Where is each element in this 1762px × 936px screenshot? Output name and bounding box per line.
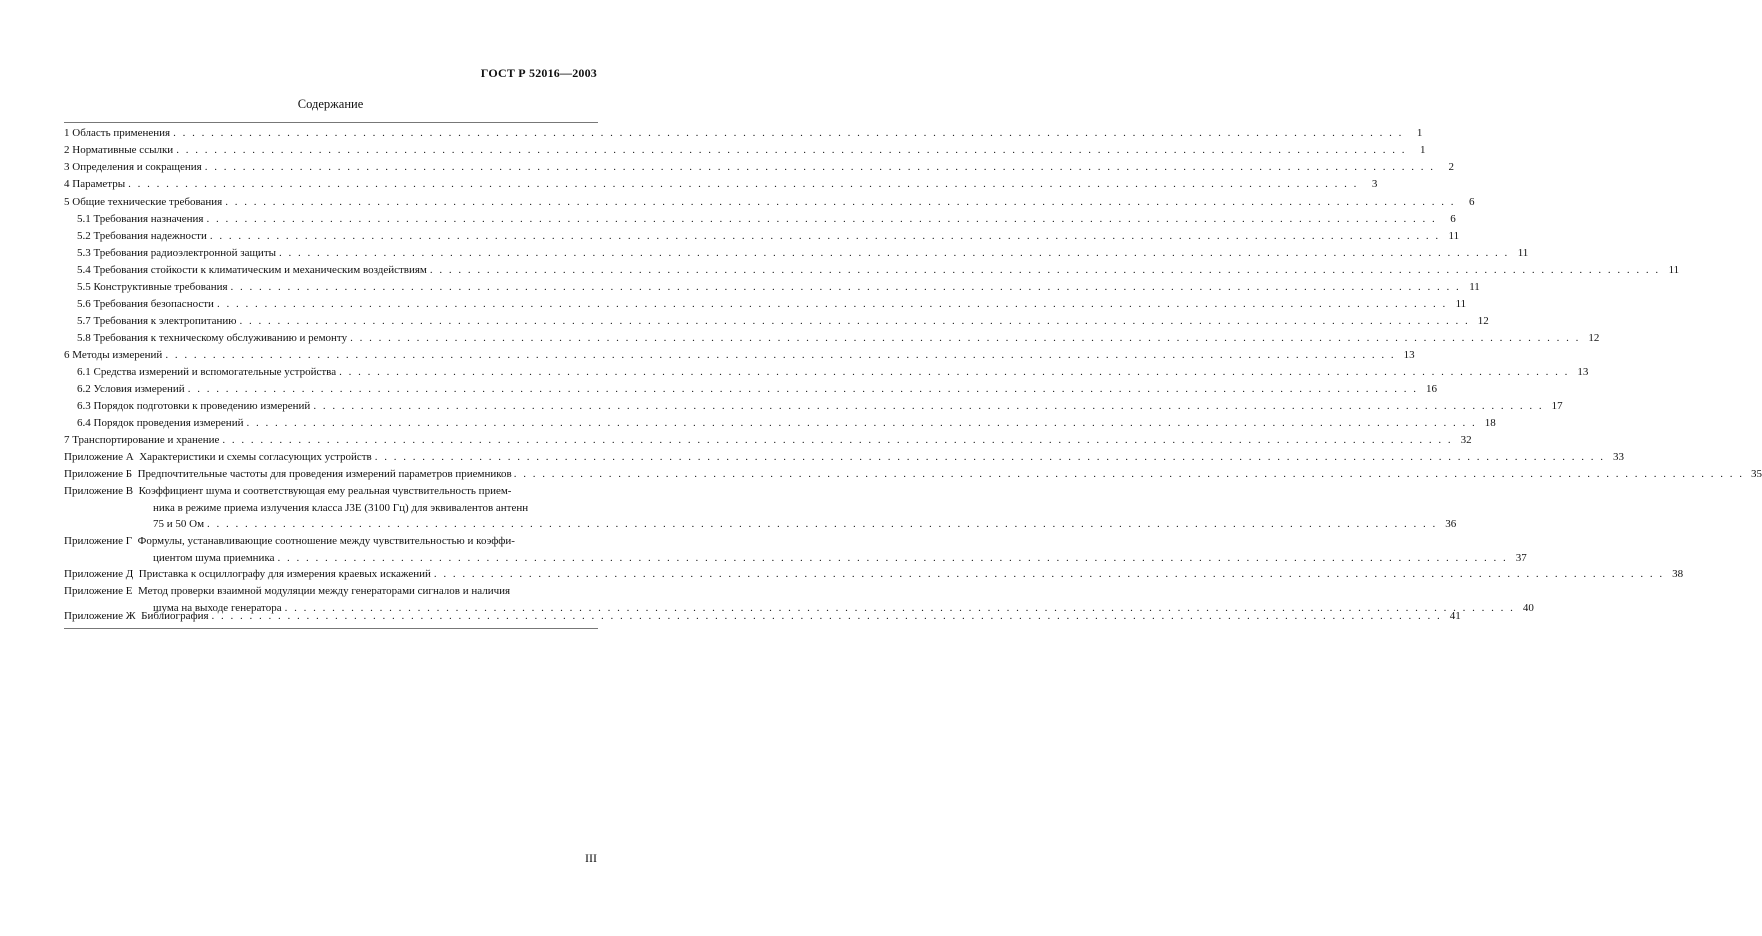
toc-entry-page: 1 <box>1419 144 1426 156</box>
leader-dots <box>173 125 1403 142</box>
toc-entry-page: 33 <box>1612 451 1624 463</box>
toc-entry-page: 37 <box>1515 551 1527 564</box>
toc-entry-page: 11 <box>1448 230 1460 242</box>
toc-subentry[interactable] <box>64 381 1437 398</box>
toc-entry-page: 2 <box>1448 161 1454 173</box>
toc-entry-title: Требования безопасности <box>93 298 214 310</box>
toc-entry-number: 6.2 <box>77 383 91 395</box>
toc-entry-title: Требования к техническому обслуживанию и ремонту <box>93 332 348 344</box>
leader-dots <box>279 245 1509 262</box>
toc-entry-page: 6 <box>1468 196 1475 208</box>
toc-title: Содержание <box>297 97 364 111</box>
toc-subentry[interactable] <box>64 398 1563 415</box>
toc-entry-number: 5.1 <box>77 213 91 225</box>
toc-entry-page: 16 <box>1425 383 1437 395</box>
toc-subentry[interactable] <box>64 415 1496 432</box>
leader-dots <box>212 608 1442 625</box>
toc-subentry[interactable] <box>64 296 1467 313</box>
toc-entry[interactable] <box>64 194 1475 211</box>
appendix-label: Приложение А <box>64 451 134 463</box>
toc-subentry[interactable] <box>64 364 1589 381</box>
leader-dots <box>205 159 1435 176</box>
toc-entry-title: Требования надежности <box>93 230 207 242</box>
toc-entry-page: 6 <box>1450 213 1456 225</box>
toc-entry-number: 2 <box>64 144 70 156</box>
toc-entry-title-line: шума на выходе генератора <box>153 601 282 614</box>
leader-dots <box>514 466 1744 483</box>
toc-entry-number: 5.7 <box>77 315 91 327</box>
toc-entry[interactable] <box>64 142 1426 159</box>
leader-dots <box>278 550 1508 567</box>
toc-entry-title: Требования радиоэлектронной защиты <box>93 247 277 259</box>
toc-entry-page: 13 <box>1577 366 1589 378</box>
toc-entry-title: Определения и сокращения <box>72 161 202 173</box>
leader-dots <box>207 516 1437 533</box>
toc-appendix[interactable] <box>64 566 1684 583</box>
toc-entry-number: 5.3 <box>77 247 91 259</box>
toc-entry-title: Область применения <box>72 127 171 139</box>
leader-dots <box>222 432 1452 449</box>
toc-entry-page: 11 <box>1517 247 1529 259</box>
toc-entry-number: 5.2 <box>77 230 91 242</box>
appendix-label: Приложение Б <box>64 468 133 480</box>
toc-entry-page: 12 <box>1477 315 1489 327</box>
toc-entry-title: Параметры <box>72 178 126 190</box>
toc-entry[interactable] <box>64 125 1423 142</box>
leader-dots <box>165 347 1395 364</box>
toc-entry-page: 12 <box>1588 332 1600 344</box>
toc-entry-title: Транспортирование и хранение <box>72 434 220 446</box>
leader-dots <box>217 296 1447 313</box>
toc-entry-number: 5.8 <box>77 332 91 344</box>
toc-entry-number: 6.1 <box>77 366 91 378</box>
toc-entry-title: Требования к электропитанию <box>93 315 237 327</box>
toc-appendix[interactable] <box>64 466 1762 483</box>
toc-entry-number: 6 <box>64 349 70 361</box>
toc-entry-title-line: 75 и 50 Ом <box>153 518 205 531</box>
appendix-label: Приложение Г <box>64 535 133 547</box>
leader-dots <box>339 364 1569 381</box>
leader-dots <box>313 398 1543 415</box>
leader-dots <box>176 142 1406 159</box>
leader-dots <box>188 381 1418 398</box>
toc-entry-title: Требования стойкости к климатическим и механическим воздействиям <box>93 264 427 276</box>
toc-entry-title: Средства измерений и вспомогательные устройства <box>93 366 337 378</box>
toc-subentry[interactable] <box>64 262 1680 279</box>
toc-entry-title-line: ника в режиме приема излучения класса J3E (3100 Гц) для эквивалентов антенн <box>153 501 529 514</box>
toc-entry-title: Библиография <box>141 610 209 622</box>
leader-dots <box>231 279 1461 296</box>
toc-entry-title: Предпочтительные частоты для проведения измерений параметров приемников <box>137 468 512 480</box>
toc-entry-page: 11 <box>1469 281 1480 293</box>
toc-entry-page: 13 <box>1403 349 1415 361</box>
leader-dots <box>350 330 1580 347</box>
toc-entry-title: Порядок проведения измерений <box>93 417 244 429</box>
toc-subentry[interactable] <box>64 228 1460 245</box>
toc-entry-number: 4 <box>64 178 70 190</box>
toc-entry-number: 5.6 <box>77 298 91 310</box>
toc-entry[interactable] <box>64 176 1378 193</box>
page-number: III <box>585 851 597 865</box>
toc-entry-title: Конструктивные требования <box>93 281 228 293</box>
toc-entry-number: 5.5 <box>77 281 91 293</box>
toc-entry-title: Нормативные ссылки <box>72 144 174 156</box>
toc-appendix[interactable] <box>64 449 1624 466</box>
leader-dots <box>206 211 1436 228</box>
toc-appendix[interactable] <box>64 533 1527 566</box>
appendix-label: Приложение Д <box>64 568 134 580</box>
document-code: ГОСТ Р 52016—2003 <box>480 66 597 80</box>
toc-entry-number: 5 <box>64 196 70 208</box>
toc-entry-page: 1 <box>1416 127 1423 139</box>
toc-entry-page: 38 <box>1672 568 1684 580</box>
leader-dots <box>375 449 1605 466</box>
toc-entry-title: Характеристики и схемы согласующих устройств <box>139 451 372 463</box>
toc-entry-title: Общие технические требования <box>72 196 223 208</box>
toc-appendix[interactable] <box>64 483 1457 533</box>
toc-entry-page: 18 <box>1484 417 1496 429</box>
toc-entry-title: Порядок подготовки к проведению измерений <box>93 400 311 412</box>
toc-entry-title: Требования назначения <box>93 213 204 225</box>
toc-subentry[interactable] <box>64 279 1480 296</box>
toc-entry-page: 41 <box>1449 610 1461 622</box>
toc-entry-number: 7 <box>64 434 70 446</box>
toc-entry[interactable] <box>64 347 1415 364</box>
toc-subentry[interactable] <box>64 245 1529 262</box>
toc-appendix[interactable] <box>64 608 1461 625</box>
toc-entry-page: 36 <box>1445 518 1457 531</box>
toc-subentry[interactable] <box>64 313 1489 330</box>
appendix-label: Приложение Ж <box>64 610 136 622</box>
toc-entry-title: Условия измерений <box>93 383 185 395</box>
toc-subentry[interactable] <box>64 330 1600 347</box>
toc-entry-title-line: Формулы, устанавливающие соотношение между чувствительностью и коэффи- <box>137 535 515 547</box>
toc-entry-number: 5.4 <box>77 264 91 276</box>
leader-dots <box>430 262 1660 279</box>
toc-entry-page: 32 <box>1460 434 1472 446</box>
toc-entry-page: 40 <box>1522 601 1534 614</box>
toc-entry[interactable] <box>64 432 1472 449</box>
toc-entry-title: Приставка к осциллографу для измерения краевых искажений <box>138 568 431 580</box>
table-of-contents <box>64 122 1762 629</box>
toc-entry-number: 6.4 <box>77 417 91 429</box>
toc-entry-number: 1 <box>64 127 70 139</box>
appendix-label: Приложение В <box>64 485 134 497</box>
toc-entry-title-line: Коэффициент шума и соответствующая ему реальная чувствительность прием- <box>138 485 512 497</box>
leader-dots <box>246 415 1476 432</box>
toc-entry[interactable] <box>64 159 1454 176</box>
toc-entry-title: Методы измерений <box>72 349 163 361</box>
leader-dots <box>210 228 1440 245</box>
toc-entry-page: 3 <box>1371 178 1378 190</box>
leader-dots <box>128 176 1358 193</box>
leader-dots <box>225 194 1455 211</box>
toc-entry-number: 3 <box>64 161 70 173</box>
leader-dots <box>434 566 1664 583</box>
toc-entry-page: 11 <box>1668 264 1680 276</box>
toc-entry-page: 17 <box>1551 400 1563 412</box>
appendix-label: Приложение Е <box>64 585 133 597</box>
toc-entry-title-line: Метод проверки взаимной модуляции между генераторами сигналов и наличия <box>138 585 511 597</box>
toc-entry-number: 6.3 <box>77 400 91 412</box>
leader-dots <box>240 313 1470 330</box>
toc-entry-title-line: циентом шума приемника <box>153 551 275 564</box>
toc-entry-page: 35 <box>1751 468 1762 480</box>
toc-subentry[interactable] <box>64 211 1456 228</box>
toc-entry-page: 11 <box>1455 298 1467 310</box>
